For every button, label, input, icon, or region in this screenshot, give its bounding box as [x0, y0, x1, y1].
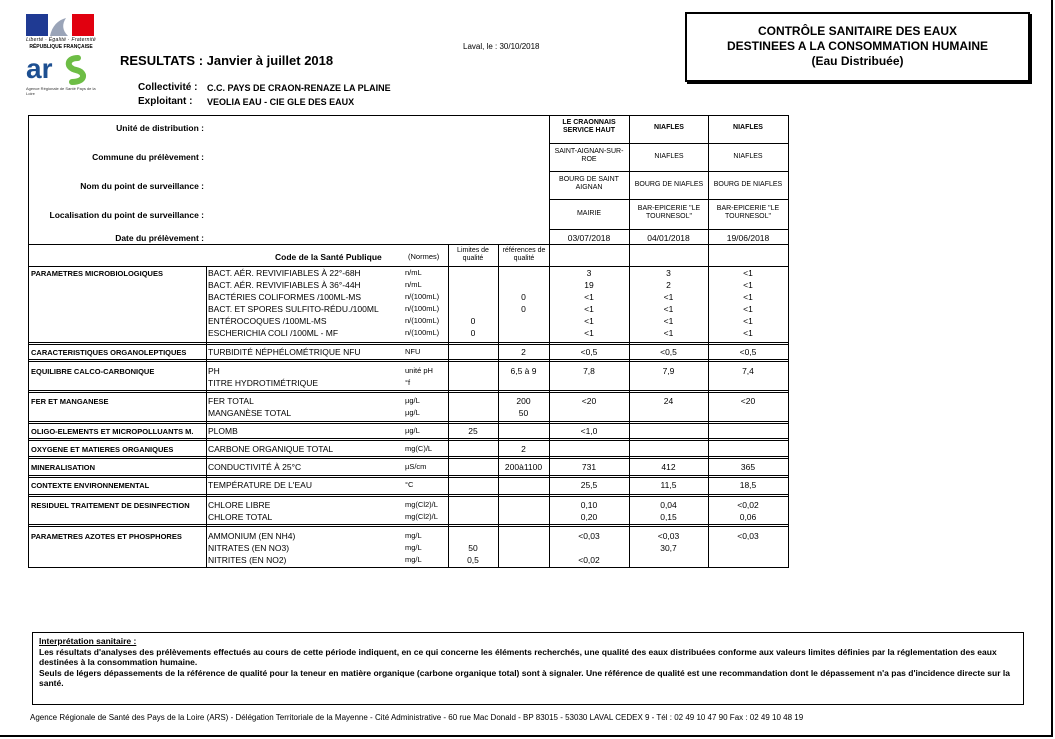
label-point: Nom du point de surveillance : [80, 181, 204, 191]
param-unit: °f [405, 378, 411, 387]
sample-2-value: 3 [666, 268, 671, 278]
param-name: FER TOTAL [208, 396, 254, 406]
param-limit: 0 [470, 328, 476, 338]
sample-1-value: 3 [586, 268, 592, 278]
param-unit: n/(100mL) [405, 292, 440, 301]
param-unit: µg/L [405, 396, 420, 405]
sample-2-value: 0,04 [660, 500, 677, 510]
sample-3-unite: NIAFLES [733, 124, 763, 131]
interpretation-p2: Seuls de légers dépassements de la référence de qualité pour la teneur en matière organique (carbone organique total) sont à signaler. Une référence de qualité est une recommandation dont le dépassement n'a pas d'incidence directe sur la santé. [39, 667, 1010, 688]
ars-logo [26, 52, 96, 86]
sample-2-unite: NIAFLES [654, 124, 684, 131]
motto: Liberté · Égalité · Fraternité [26, 37, 96, 43]
param-reference: 50 [518, 408, 529, 418]
sample-1-value: <0,5 [580, 347, 598, 357]
sample-1-value: <1 [584, 328, 594, 338]
exploitant-value: VEOLIA EAU - CIE GLE DES EAUX [207, 97, 355, 107]
sample-1-value: <0,03 [578, 531, 600, 541]
interpretation-p1: Les résultats d'analyses des prélèvements effectués au cours de cette période indiquent, en ce qui concerne les éléments recherchés, une qualité des eaux distribuées conforme aux valeurs limites définies par la réglementation des eaux destinées à la consommation humaine. [39, 646, 997, 667]
sample-2-value: 412 [661, 462, 676, 472]
group-name-fer: FER ET MANGANESE [31, 397, 109, 406]
group-name-calco: EQUILIBRE CALCO-CARBONIQUE [31, 367, 155, 376]
label-commune: Commune du prélèvement : [92, 152, 204, 162]
header-references: références de qualité [502, 247, 546, 262]
date-line: Laval, le : 30/10/2018 [463, 42, 540, 51]
param-name: TITRE HYDROTIMÉTRIQUE [208, 378, 319, 388]
param-name: CHLORE TOTAL [208, 512, 273, 522]
param-unit: mg(Cl2)/L [405, 512, 438, 521]
param-name: NITRITES (EN NO2) [208, 555, 287, 565]
param-reference: 2 [521, 347, 526, 357]
param-name: NITRATES (EN NO3) [208, 543, 290, 553]
param-reference: 6,5 à 9 [510, 366, 537, 376]
label-unite: Unité de distribution : [116, 123, 204, 133]
sample-3-value: 18,5 [739, 480, 757, 490]
sample-1-value: <20 [581, 396, 597, 406]
param-reference: 2 [521, 444, 526, 454]
title-line-1: CONTRÔLE SANITAIRE DES EAUX [757, 24, 958, 38]
sample-2-date: 04/01/2018 [647, 233, 690, 243]
sample-1-unite: LE CRAONNAIS SERVICE HAUT [562, 119, 616, 134]
sample-1-value: 25,5 [580, 480, 598, 490]
param-name: PH [208, 366, 220, 376]
sample-2-localisation: BAR-EPICERIE "LE TOURNESOL" [637, 205, 701, 220]
param-name: CARBONE ORGANIQUE TOTAL [208, 444, 334, 454]
sample-3-commune: NIAFLES [733, 153, 763, 160]
param-name: BACTÉRIES COLIFORMES /100ML-MS [208, 292, 362, 302]
exploitant-label: Exploitant : [138, 96, 193, 107]
sample-3-point: BOURG DE NIAFLES [713, 181, 783, 188]
sample-1-value: <1,0 [580, 426, 598, 436]
sample-3-value: <20 [740, 396, 756, 406]
param-reference: 0 [521, 292, 526, 302]
param-unit: n/mL [405, 268, 422, 277]
sample-3-localisation: BAR-EPICERIE "LE TOURNESOL" [716, 205, 780, 220]
sample-3-value: <1 [743, 268, 753, 278]
sample-2-value: <1 [663, 304, 674, 314]
param-unit: °C [405, 480, 414, 489]
sample-3-value: <0,02 [737, 500, 759, 510]
sample-1-value: 19 [584, 280, 594, 290]
param-unit: unité pH [405, 366, 433, 375]
group-name-organo: CARACTERISTIQUES ORGANOLEPTIQUES [31, 348, 187, 357]
param-name: AMMONIUM (EN NH4) [208, 531, 296, 541]
interpretation-box [32, 632, 1024, 705]
group-name-env: CONTEXTE ENVIRONNEMENTAL [31, 481, 150, 490]
sample-1-value: 0,20 [580, 512, 598, 522]
sample-1-value: 731 [581, 462, 597, 472]
sample-1-value: <1 [584, 316, 594, 326]
param-name: PLOMB [208, 426, 238, 436]
sample-2-value: 7,9 [662, 366, 675, 376]
param-unit: n/(100mL) [405, 316, 440, 325]
sample-1-value: <1 [584, 304, 594, 314]
param-name: MANGANÈSE TOTAL [208, 408, 292, 418]
sample-3-date: 19/06/2018 [726, 233, 770, 243]
param-limit: 25 [468, 426, 478, 436]
param-name: BACT. AÉR. REVIVIFIABLES À 22°-68H [208, 268, 361, 278]
sample-2-value: <1 [663, 316, 674, 326]
sample-1-commune: SAINT-AIGNAN-SUR-ROE [554, 148, 624, 163]
group-name-oligo: OLIGO-ELEMENTS ET MICROPOLLUANTS M. [31, 427, 194, 436]
param-unit: mg(C)/L [405, 444, 433, 453]
header-normes: (Normes) [408, 252, 440, 261]
group-name-oxy: OXYGENE ET MATIERES ORGANIQUES [31, 445, 174, 454]
param-unit: µg/L [405, 408, 420, 417]
param-name: ESCHERICHIA COLI /100ML - MF [208, 328, 339, 338]
param-name: BACT. ET SPORES SULFITO-RÉDU./100ML [208, 304, 379, 314]
param-unit: mg(Cl2)/L [405, 500, 438, 509]
group-name-mine: MINERALISATION [31, 463, 96, 472]
sample-1-value: 7,8 [583, 366, 595, 376]
sample-2-value: <1 [663, 292, 674, 302]
label-localisation: Localisation du point de surveillance : [49, 210, 204, 220]
param-reference: 0 [521, 304, 526, 314]
sample-3-value: 365 [740, 462, 756, 472]
sample-3-value: <1 [743, 280, 753, 290]
sample-3-value: <1 [743, 328, 753, 338]
sample-3-value: <1 [743, 304, 753, 314]
sample-3-value: <0,03 [737, 531, 759, 541]
collectivite-label: Collectivité : [138, 82, 198, 93]
param-limit: 50 [468, 543, 478, 553]
sample-2-value: 2 [666, 280, 671, 290]
sample-2-point: BOURG DE NIAFLES [634, 181, 704, 188]
footer: Agence Régionale de Santé des Pays de la Loire (ARS) - Délégation Territoriale de la Mayenne - Cité Administrative - 60 rue Mac Donald - BP 83015 - 53030 LAVAL CEDEX 9 - Tél : 02 49 10 47 90 Fax : 02 49 10 48 19 [30, 713, 804, 722]
param-limit: 0 [470, 316, 476, 326]
param-unit: n/mL [405, 280, 422, 289]
sample-2-value: 30,7 [660, 543, 677, 553]
sample-3-value: 0,06 [739, 512, 757, 522]
collectivite-value: C.C. PAYS DE CRAON-RENAZE LA PLAINE [207, 83, 391, 93]
param-reference: 200 [516, 396, 531, 406]
sample-1-date: 03/07/2018 [567, 233, 611, 243]
sample-1-value: <1 [584, 292, 594, 302]
group-name-micro: PARAMETRES MICROBIOLOGIQUES [31, 269, 163, 278]
param-unit: µS/cm [405, 462, 427, 471]
param-unit: mg/L [405, 555, 422, 564]
param-unit: mg/L [405, 543, 422, 552]
header-limites: Limites de qualité [457, 247, 489, 262]
param-unit: n/(100mL) [405, 304, 440, 313]
param-name: CONDUCTIVITÉ À 25°C [208, 462, 302, 472]
sample-2-value: <0,03 [657, 531, 680, 541]
param-name: ENTÉROCOQUES /100ML-MS [208, 316, 327, 326]
sample-2-value: <1 [663, 328, 674, 338]
sample-1-localisation: MAIRIE [576, 210, 602, 217]
republic-label: RÉPUBLIQUE FRANÇAISE [29, 44, 93, 50]
param-reference: 200à1100 [504, 462, 543, 472]
sample-2-value: 24 [663, 396, 674, 406]
param-limit: 0,5 [467, 555, 479, 565]
header-code: Code de la Santé Publique [275, 252, 382, 262]
sample-3-value: <1 [743, 316, 753, 326]
group-name-resid: RESIDUEL TRAITEMENT DE DESINFECTION [31, 501, 190, 510]
sample-1-value: <0,02 [578, 555, 600, 565]
param-name: BACT. AÉR. REVIVIFIABLES À 36°-44H [208, 280, 361, 290]
sample-1-value: 0,10 [580, 500, 598, 510]
title-box [685, 12, 1030, 82]
title-line-2: DESTINEES A LA CONSOMMATION HUMAINE [726, 39, 989, 53]
sample-3-value: <0,5 [739, 347, 757, 357]
result-title: RESULTATS : Janvier à juillet 2018 [120, 53, 334, 68]
label-date: Date du prélèvement : [115, 233, 204, 243]
title-line-3: (Eau Distribuée) [811, 54, 904, 68]
ars-subtitle: Agence Régionale de Santé Pays de la Loire [26, 86, 96, 96]
param-unit: mg/L [405, 531, 422, 540]
param-name: TEMPÉRATURE DE L'EAU [208, 480, 312, 490]
param-unit: n/(100mL) [405, 328, 440, 337]
param-name: TURBIDITÉ NÉPHÉLOMÉTRIQUE NFU [208, 347, 361, 357]
sample-1-point: BOURG DE SAINT AIGNAN [559, 176, 619, 191]
sample-3-value: 7,4 [742, 366, 754, 376]
param-name: CHLORE LIBRE [208, 500, 271, 510]
svg-text:ar: ar [26, 53, 53, 84]
sample-2-value: <0,5 [660, 347, 677, 357]
marianne-flag-logo [26, 14, 94, 36]
param-unit: µg/L [405, 426, 420, 435]
sample-2-commune: NIAFLES [654, 153, 684, 160]
param-unit: NFU [405, 347, 421, 356]
group-name-azote: PARAMETRES AZOTES ET PHOSPHORES [31, 532, 182, 541]
sample-2-value: 0,15 [660, 512, 677, 522]
sample-3-value: <1 [743, 292, 753, 302]
sample-2-value: 11,5 [660, 480, 677, 490]
interpretation-title: Interprétation sanitaire : [39, 636, 137, 646]
